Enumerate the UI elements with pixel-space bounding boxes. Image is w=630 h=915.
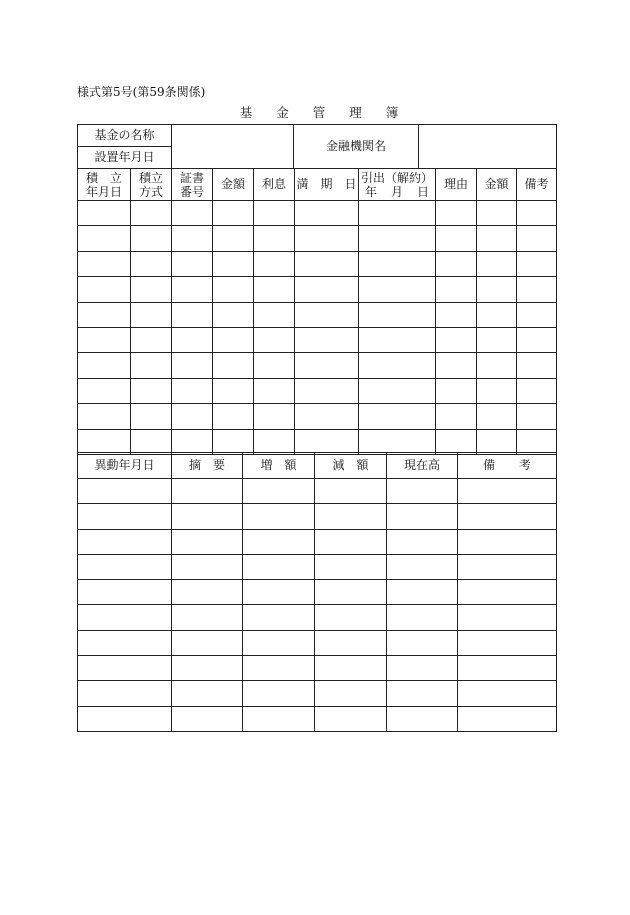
entry-cell[interactable] xyxy=(78,429,131,454)
entry-cell[interactable] xyxy=(78,327,131,352)
entry-cell[interactable] xyxy=(172,302,213,327)
entry-cell[interactable] xyxy=(387,681,458,706)
entry-cell[interactable] xyxy=(78,529,172,554)
entry-cell[interactable] xyxy=(315,504,387,529)
entry-cell[interactable] xyxy=(387,479,458,504)
entry-cell[interactable] xyxy=(254,404,295,429)
entry-cell[interactable] xyxy=(172,226,213,251)
col-reserve-method-line2: 方式 xyxy=(138,184,163,199)
title-char: 管 xyxy=(312,105,326,120)
ledger-row xyxy=(78,378,557,403)
entry-cell[interactable] xyxy=(213,327,254,352)
entry-cell[interactable] xyxy=(295,327,359,352)
entry-cell[interactable] xyxy=(517,302,557,327)
entry-cell[interactable] xyxy=(436,201,477,226)
entry-cell[interactable] xyxy=(172,706,243,731)
changes-row xyxy=(78,706,557,731)
entry-cell[interactable] xyxy=(213,226,254,251)
entry-cell[interactable] xyxy=(254,251,295,276)
entry-cell[interactable] xyxy=(243,554,315,579)
entry-cell[interactable] xyxy=(315,605,387,630)
entry-cell[interactable] xyxy=(517,378,557,403)
entry-cell[interactable] xyxy=(387,706,458,731)
changes-row xyxy=(78,580,557,605)
entry-cell[interactable] xyxy=(359,378,436,403)
entry-cell[interactable] xyxy=(387,580,458,605)
entry-cell[interactable] xyxy=(172,479,243,504)
entry-cell[interactable] xyxy=(172,504,243,529)
ledger-row xyxy=(78,277,557,302)
entry-cell[interactable] xyxy=(243,504,315,529)
col-certificate-line2: 番号 xyxy=(179,184,204,199)
entry-cell[interactable] xyxy=(172,201,213,226)
entry-cell[interactable] xyxy=(131,251,172,276)
entry-cell[interactable] xyxy=(172,404,213,429)
col-reserve-date-line2: 年月日 xyxy=(85,184,122,199)
entry-cell[interactable] xyxy=(359,201,436,226)
entry-cell[interactable] xyxy=(131,201,172,226)
entry-cell[interactable] xyxy=(243,706,315,731)
changes-header-row xyxy=(78,453,557,479)
entry-cell[interactable] xyxy=(477,277,517,302)
entry-cell[interactable] xyxy=(78,630,172,655)
col-reason: 理由 xyxy=(436,169,477,201)
entry-cell[interactable] xyxy=(359,277,436,302)
entry-cell[interactable] xyxy=(78,404,131,429)
entry-cell[interactable] xyxy=(436,327,477,352)
entry-cell[interactable] xyxy=(172,378,213,403)
ledger-row xyxy=(78,327,557,352)
entry-cell[interactable] xyxy=(477,251,517,276)
entry-cell[interactable] xyxy=(131,226,172,251)
entry-cell[interactable] xyxy=(213,201,254,226)
entry-cell[interactable] xyxy=(213,429,254,454)
entry-cell[interactable] xyxy=(243,630,315,655)
entry-cell[interactable] xyxy=(359,327,436,352)
changes-row xyxy=(78,605,557,630)
col-maturity: 満 期 日 xyxy=(295,169,359,201)
fund-info-table xyxy=(77,124,557,169)
entry-cell[interactable] xyxy=(254,429,295,454)
entry-cell[interactable] xyxy=(436,251,477,276)
entry-cell[interactable] xyxy=(243,605,315,630)
entry-cell[interactable] xyxy=(213,251,254,276)
entry-cell[interactable] xyxy=(436,226,477,251)
entry-cell[interactable] xyxy=(213,277,254,302)
form-title xyxy=(0,103,630,121)
entry-cell[interactable] xyxy=(477,302,517,327)
title-char: 簿 xyxy=(385,105,399,120)
entry-cell[interactable] xyxy=(243,580,315,605)
entry-cell[interactable] xyxy=(458,656,557,681)
changes-table xyxy=(77,452,557,732)
entry-cell[interactable] xyxy=(131,429,172,454)
entry-cell[interactable] xyxy=(387,656,458,681)
entry-cell[interactable] xyxy=(172,630,243,655)
entry-cell[interactable] xyxy=(436,378,477,403)
entry-cell[interactable] xyxy=(78,353,131,378)
entry-cell[interactable] xyxy=(315,479,387,504)
entry-cell[interactable] xyxy=(517,429,557,454)
col-remarks: 備考 xyxy=(517,169,557,201)
entry-cell[interactable] xyxy=(131,353,172,378)
col-certificate-line1: 証書 xyxy=(179,170,204,185)
entry-cell[interactable] xyxy=(477,327,517,352)
entry-cell[interactable] xyxy=(172,251,213,276)
entry-cell[interactable] xyxy=(315,580,387,605)
entry-cell[interactable] xyxy=(477,201,517,226)
form-number-label: 様式第5号(第59条関係) xyxy=(77,85,206,99)
col-withdraw-month: 月 xyxy=(390,184,403,199)
entry-cell[interactable] xyxy=(254,201,295,226)
ledger-row xyxy=(78,353,557,378)
fund-name-field[interactable] xyxy=(172,125,294,169)
entry-cell[interactable] xyxy=(458,580,557,605)
entry-cell[interactable] xyxy=(78,554,172,579)
changes-row xyxy=(78,681,557,706)
ledger-header-row xyxy=(78,169,557,201)
entry-cell[interactable] xyxy=(359,429,436,454)
ledger-row xyxy=(78,404,557,429)
entry-cell[interactable] xyxy=(295,429,359,454)
entry-cell[interactable] xyxy=(477,378,517,403)
entry-cell[interactable] xyxy=(477,226,517,251)
col-change-remarks: 備 考 xyxy=(458,453,557,479)
fund-name-label: 基金の名称 xyxy=(78,125,172,147)
entry-cell[interactable] xyxy=(315,706,387,731)
entry-cell[interactable] xyxy=(359,353,436,378)
entry-cell[interactable] xyxy=(387,605,458,630)
institution-label: 金融機関名 xyxy=(294,125,419,169)
entry-cell[interactable] xyxy=(172,529,243,554)
entry-cell[interactable] xyxy=(78,251,131,276)
entry-cell[interactable] xyxy=(254,226,295,251)
entry-cell[interactable] xyxy=(315,554,387,579)
entry-cell[interactable] xyxy=(295,404,359,429)
ledger-row xyxy=(78,201,557,226)
col-decrease: 減 額 xyxy=(315,453,387,479)
entry-cell[interactable] xyxy=(458,479,557,504)
entry-cell[interactable] xyxy=(436,353,477,378)
entry-cell[interactable] xyxy=(295,226,359,251)
entry-cell[interactable] xyxy=(213,353,254,378)
ledger-row xyxy=(78,226,557,251)
entry-cell[interactable] xyxy=(517,353,557,378)
col-reserve-date xyxy=(78,169,131,201)
entry-cell[interactable] xyxy=(131,327,172,352)
entry-cell[interactable] xyxy=(254,277,295,302)
entry-cell[interactable] xyxy=(387,554,458,579)
entry-cell[interactable] xyxy=(78,580,172,605)
entry-cell[interactable] xyxy=(172,554,243,579)
entry-cell[interactable] xyxy=(213,404,254,429)
col-amount: 金額 xyxy=(213,169,254,201)
entry-cell[interactable] xyxy=(78,605,172,630)
entry-cell[interactable] xyxy=(172,656,243,681)
col-withdraw-line2 xyxy=(359,185,435,199)
entry-cell[interactable] xyxy=(295,302,359,327)
entry-cell[interactable] xyxy=(359,251,436,276)
entry-cell[interactable] xyxy=(295,251,359,276)
entry-cell[interactable] xyxy=(254,302,295,327)
entry-cell[interactable] xyxy=(517,201,557,226)
reserve-ledger-table xyxy=(77,168,557,455)
entry-cell[interactable] xyxy=(458,605,557,630)
entry-cell[interactable] xyxy=(172,353,213,378)
col-withdraw-date xyxy=(359,169,436,201)
entry-cell[interactable] xyxy=(458,529,557,554)
entry-cell[interactable] xyxy=(131,302,172,327)
col-reserve-method-line1: 積立 xyxy=(138,170,163,185)
entry-cell[interactable] xyxy=(254,378,295,403)
entry-cell[interactable] xyxy=(387,630,458,655)
entry-cell[interactable] xyxy=(458,554,557,579)
entry-cell[interactable] xyxy=(172,580,243,605)
changes-row xyxy=(78,529,557,554)
changes-row xyxy=(78,630,557,655)
col-summary: 摘 要 xyxy=(172,453,243,479)
entry-cell[interactable] xyxy=(172,277,213,302)
entry-cell[interactable] xyxy=(78,277,131,302)
entry-cell[interactable] xyxy=(359,404,436,429)
entry-cell[interactable] xyxy=(78,504,172,529)
entry-cell[interactable] xyxy=(517,404,557,429)
entry-cell[interactable] xyxy=(477,353,517,378)
entry-cell[interactable] xyxy=(254,327,295,352)
changes-row xyxy=(78,554,557,579)
entry-cell[interactable] xyxy=(213,378,254,403)
entry-cell[interactable] xyxy=(517,277,557,302)
entry-cell[interactable] xyxy=(295,353,359,378)
entry-cell[interactable] xyxy=(315,681,387,706)
entry-cell[interactable] xyxy=(295,277,359,302)
entry-cell[interactable] xyxy=(78,479,172,504)
entry-cell[interactable] xyxy=(436,302,477,327)
changes-row xyxy=(78,504,557,529)
entry-cell[interactable] xyxy=(78,302,131,327)
entry-cell[interactable] xyxy=(387,504,458,529)
col-change-date: 異動年月日 xyxy=(78,453,172,479)
institution-field[interactable] xyxy=(419,125,557,169)
title-char: 基 xyxy=(239,105,253,120)
entry-cell[interactable] xyxy=(315,656,387,681)
col-withdraw-year: 年 xyxy=(365,184,378,199)
changes-row xyxy=(78,479,557,504)
entry-cell[interactable] xyxy=(387,529,458,554)
col-reserve-method xyxy=(131,169,172,201)
entry-cell[interactable] xyxy=(172,327,213,352)
title-char: 金 xyxy=(276,105,289,120)
entry-cell[interactable] xyxy=(295,201,359,226)
entry-cell[interactable] xyxy=(78,226,131,251)
col-certificate xyxy=(172,169,213,201)
ledger-row xyxy=(78,251,557,276)
title-char: 理 xyxy=(349,105,362,120)
entry-cell[interactable] xyxy=(436,404,477,429)
entry-cell[interactable] xyxy=(458,630,557,655)
entry-cell[interactable] xyxy=(78,656,172,681)
entry-cell[interactable] xyxy=(131,404,172,429)
entry-cell[interactable] xyxy=(243,529,315,554)
entry-cell[interactable] xyxy=(172,681,243,706)
entry-cell[interactable] xyxy=(458,681,557,706)
col-reserve-date-line1: 積 立 xyxy=(85,170,122,185)
entry-cell[interactable] xyxy=(477,429,517,454)
ledger-row xyxy=(78,429,557,454)
col-balance: 現在高 xyxy=(387,453,458,479)
col-withdraw-day: 日 xyxy=(416,184,429,199)
entry-cell[interactable] xyxy=(295,378,359,403)
entry-cell[interactable] xyxy=(315,529,387,554)
entry-cell[interactable] xyxy=(243,656,315,681)
ledger-row xyxy=(78,302,557,327)
entry-cell[interactable] xyxy=(213,302,254,327)
established-date-label: 設置年月日 xyxy=(78,147,172,169)
entry-cell[interactable] xyxy=(78,201,131,226)
col-amount2: 金額 xyxy=(477,169,517,201)
entry-cell[interactable] xyxy=(436,277,477,302)
entry-cell[interactable] xyxy=(243,681,315,706)
entry-cell[interactable] xyxy=(172,429,213,454)
entry-cell[interactable] xyxy=(131,277,172,302)
entry-cell[interactable] xyxy=(359,302,436,327)
entry-cell[interactable] xyxy=(436,429,477,454)
entry-cell[interactable] xyxy=(78,706,172,731)
entry-cell[interactable] xyxy=(477,404,517,429)
entry-cell[interactable] xyxy=(315,630,387,655)
changes-row xyxy=(78,656,557,681)
entry-cell[interactable] xyxy=(172,605,243,630)
entry-cell[interactable] xyxy=(517,251,557,276)
entry-cell[interactable] xyxy=(458,504,557,529)
col-withdraw-line1: 引出（解約） xyxy=(360,170,433,185)
entry-cell[interactable] xyxy=(78,681,172,706)
entry-cell[interactable] xyxy=(517,327,557,352)
entry-cell[interactable] xyxy=(517,226,557,251)
entry-cell[interactable] xyxy=(458,706,557,731)
entry-cell[interactable] xyxy=(359,226,436,251)
col-interest: 利息 xyxy=(254,169,295,201)
entry-cell[interactable] xyxy=(131,378,172,403)
entry-cell[interactable] xyxy=(243,479,315,504)
entry-cell[interactable] xyxy=(78,378,131,403)
entry-cell[interactable] xyxy=(254,353,295,378)
col-increase: 増 額 xyxy=(243,453,315,479)
